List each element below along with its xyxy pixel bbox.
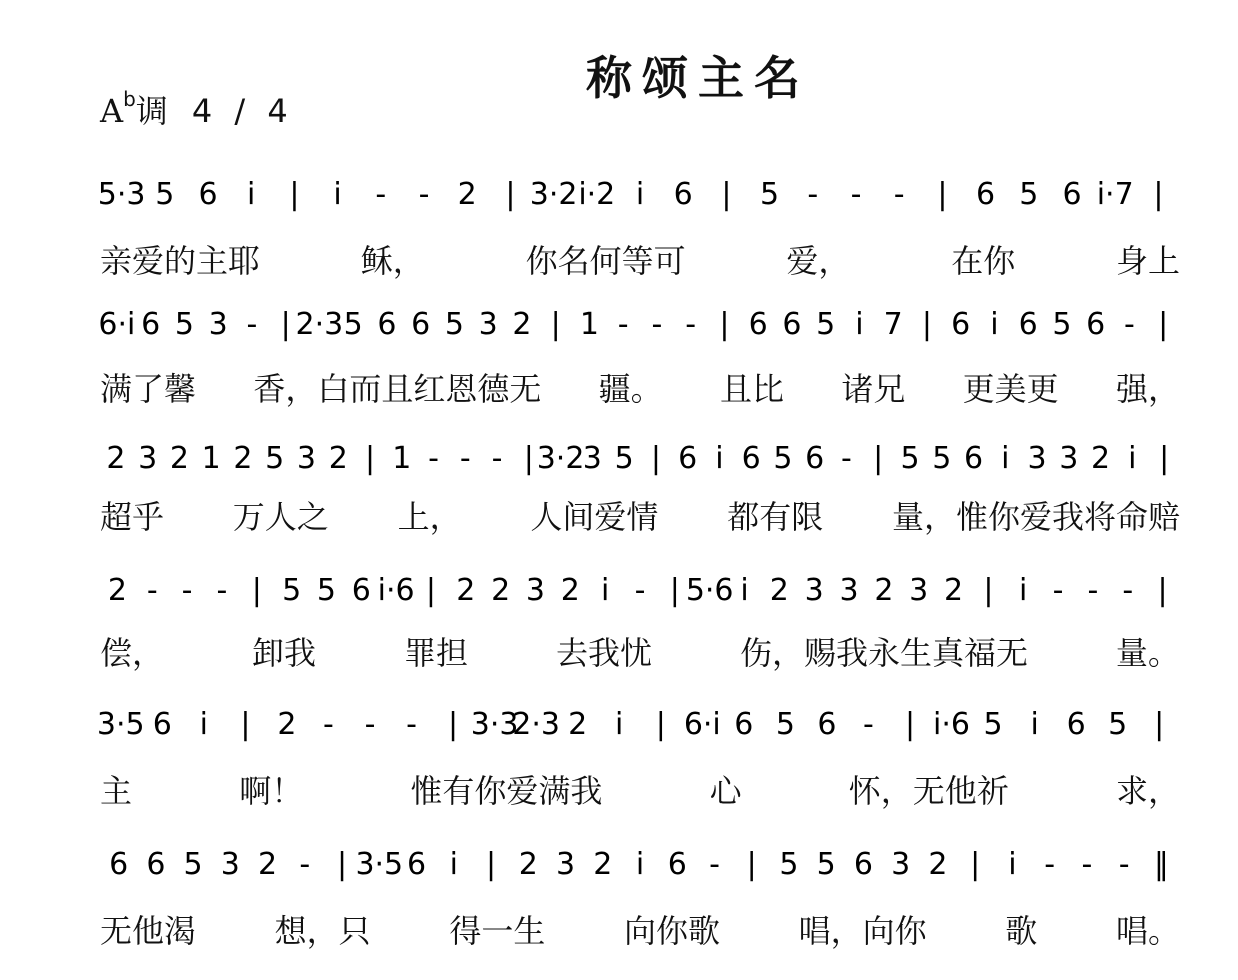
lyric-phrase: 主	[100, 772, 133, 810]
note-token: 6	[748, 307, 768, 342]
dash-mark: -	[246, 307, 258, 342]
note-token: 3	[555, 847, 576, 882]
lyric-phrase: 你名何等可	[525, 242, 686, 280]
dash-mark: -	[375, 177, 387, 212]
note-token: 2	[328, 441, 348, 476]
note-token: i·6	[377, 573, 415, 608]
note-token: 5	[174, 307, 194, 342]
lyric-phrase: 啊！	[239, 772, 304, 810]
dash-mark: -	[323, 707, 334, 742]
note-token: 2	[512, 307, 532, 342]
note-token: 6	[198, 177, 218, 212]
note-token: 5·3	[97, 177, 146, 212]
note-token: 5	[155, 177, 175, 212]
barline: |	[289, 177, 300, 212]
lyric-phrase: 更美更	[962, 370, 1059, 408]
note-token: 3	[208, 307, 228, 342]
lyric-phrase: 无他渴	[100, 912, 197, 950]
note-token: 2	[593, 847, 613, 882]
lyrics-line	[100, 492, 1180, 538]
notation-svg	[100, 290, 1180, 350]
note-token: i	[199, 707, 209, 742]
notation-svg	[100, 830, 1180, 890]
lyric-phrase: 强，	[1115, 370, 1180, 408]
note-token: 5	[779, 847, 799, 882]
note-token: 6	[152, 707, 172, 742]
lyric-phrase: 满了馨	[100, 370, 197, 408]
key-suffix: 调	[135, 92, 168, 130]
note-token: 5	[282, 573, 302, 608]
note-token: 3·5	[96, 707, 145, 742]
barline: |	[505, 177, 516, 212]
note-token: 2	[491, 573, 511, 608]
lyric-phrase: 上，	[397, 498, 462, 536]
note-token: 2	[107, 573, 127, 608]
lyric-phrase: 得一生	[449, 912, 546, 950]
barline: |	[873, 441, 884, 476]
barline: |	[650, 441, 661, 476]
note-token: 5	[316, 573, 336, 608]
note-token: 5	[265, 441, 285, 476]
note-token: 6	[817, 707, 837, 742]
note-token: 3	[839, 573, 859, 608]
lyric-phrase: 在你	[951, 242, 1016, 280]
lyric-phrase: 唱，向你	[798, 912, 927, 950]
lyric-phrase: 去我忧	[555, 634, 652, 672]
note-token: 3·2	[536, 441, 585, 476]
lyric-phrase: 疆。	[598, 370, 663, 408]
barline: |	[721, 177, 732, 212]
lyric-phrase: 怀，无他祈	[848, 772, 1009, 810]
note-token: 5	[775, 707, 795, 742]
key-signature	[100, 86, 294, 132]
note-token: 3	[525, 573, 546, 608]
note-token: i	[247, 177, 256, 212]
lyric-phrase: 求，	[1115, 772, 1180, 810]
note-token: 3	[220, 847, 240, 882]
note-token: 5	[1019, 177, 1039, 212]
note-token: i	[715, 441, 724, 476]
notation-line	[100, 424, 1180, 484]
dash-mark: -	[299, 847, 311, 882]
note-token: 6	[951, 307, 971, 342]
dash-mark: -	[807, 177, 819, 212]
note-token: i·6	[933, 707, 971, 742]
lyric-phrase: 偿，	[100, 634, 165, 672]
barline: |	[719, 307, 730, 342]
note-token: 6	[141, 307, 161, 342]
note-token: 1	[392, 441, 412, 476]
note-token: i	[1001, 441, 1010, 476]
note-token: 5	[900, 441, 920, 476]
note-token: 2·3	[512, 707, 561, 742]
dash-mark: -	[364, 707, 376, 742]
dash-mark: -	[406, 707, 417, 742]
dash-mark: -	[1123, 307, 1135, 342]
barline: |	[425, 573, 437, 608]
lyric-phrase: 伤，赐我永生真福无	[739, 634, 1028, 672]
dash-mark: -	[685, 307, 697, 342]
notation-line	[96, 690, 1180, 750]
note-token: i	[449, 847, 458, 882]
note-token: 3	[138, 441, 158, 476]
dash-mark: -	[1118, 847, 1130, 882]
song-title: 称颂主名	[586, 51, 810, 105]
note-token: 6	[1066, 707, 1086, 742]
key-flat: b	[123, 87, 136, 112]
barline: |	[983, 573, 994, 608]
note-token: 1	[579, 307, 599, 342]
note-token: 6	[377, 307, 397, 342]
lyric-phrase: 万人之	[232, 498, 329, 536]
dash-mark: -	[1081, 847, 1093, 882]
lyrics-line	[100, 766, 1180, 812]
dash-mark: -	[634, 573, 646, 608]
note-token: 6	[411, 307, 431, 342]
note-token: 5	[983, 707, 1003, 742]
dash-mark: -	[1122, 573, 1134, 608]
note-token: 3	[804, 573, 824, 608]
note-token: 2	[169, 441, 189, 476]
lyrics-line	[100, 236, 1180, 282]
note-token: i	[635, 177, 645, 212]
notation-svg	[97, 160, 1180, 220]
note-token: 2	[518, 847, 538, 882]
dash-mark: -	[181, 573, 193, 608]
lyric-phrase: 身上	[1115, 242, 1180, 280]
note-token: 5	[343, 307, 363, 342]
lyric-phrase: 卸我	[251, 634, 316, 672]
dash-mark: -	[863, 707, 874, 742]
notation-svg	[96, 690, 1180, 750]
notation-line	[97, 160, 1180, 220]
lyric-phrase: 想，只	[274, 912, 371, 950]
note-token: i	[1019, 573, 1028, 608]
note-token: 2	[944, 573, 964, 608]
lyric-phrase: 稣，	[360, 242, 425, 280]
note-token: 6	[351, 573, 371, 608]
notation-line	[100, 830, 1180, 890]
note-token: 5	[932, 441, 952, 476]
barline: |	[937, 177, 948, 212]
lyric-phrase: 香，白而且红恩德无	[253, 370, 542, 408]
barline: |	[1153, 177, 1164, 212]
barline: |	[669, 573, 680, 608]
note-token: 6	[976, 177, 996, 212]
note-token: i	[635, 847, 645, 882]
note-token: 2·3	[295, 307, 344, 342]
note-token: 5	[1108, 707, 1128, 742]
note-token: 3	[582, 441, 602, 476]
barline: |	[1158, 307, 1169, 342]
note-token: 6	[734, 707, 754, 742]
note-token: i	[855, 307, 864, 342]
note-token: 6·i	[98, 307, 136, 342]
dash-mark: -	[491, 441, 503, 476]
note-token: i	[600, 573, 610, 608]
lyric-phrase: 且比	[719, 370, 784, 408]
barline: |	[1154, 707, 1165, 742]
dash-mark: -	[893, 177, 905, 212]
dash-mark: -	[617, 307, 629, 342]
dash-mark: -	[1044, 847, 1056, 882]
note-token: i	[615, 707, 624, 742]
note-token: i	[1030, 707, 1039, 742]
barline: |	[485, 847, 497, 882]
note-token: i	[740, 573, 749, 608]
note-token: 6	[146, 847, 166, 882]
key-letter: A	[100, 92, 124, 130]
notation-svg	[100, 556, 1180, 616]
note-token: 6	[407, 847, 427, 882]
note-token: 2	[769, 573, 789, 608]
note-token: 6	[667, 847, 687, 882]
note-token: 2	[560, 573, 580, 608]
barline: |	[337, 847, 348, 882]
lyrics-line	[100, 364, 1180, 410]
note-token: 5	[444, 307, 464, 342]
dash-mark: -	[709, 847, 720, 882]
note-token: 6	[673, 177, 693, 212]
note-token: 2	[874, 573, 894, 608]
barline: |	[448, 707, 459, 742]
note-token: 5	[773, 441, 793, 476]
note-token: i	[1008, 847, 1017, 882]
note-token: 2	[568, 707, 588, 742]
lyrics-line	[100, 628, 1180, 674]
note-token: 6·i	[683, 707, 721, 742]
note-token: i	[1128, 441, 1137, 476]
barline: |	[240, 707, 251, 742]
lyric-phrase: 爱，	[786, 242, 851, 280]
dash-mark: -	[651, 307, 663, 342]
note-token: 5	[183, 847, 203, 882]
note-token: i·2	[578, 177, 616, 212]
note-token: 5	[614, 441, 634, 476]
dash-mark: -	[1052, 573, 1064, 608]
barline: |	[251, 573, 262, 608]
note-token: 3·3	[470, 707, 519, 742]
lyric-phrase: 向你歌	[623, 912, 720, 950]
note-token: 1	[201, 441, 221, 476]
barline: |	[904, 707, 916, 742]
note-token: 2	[258, 847, 278, 882]
note-token: 6	[741, 441, 761, 476]
lyrics-line	[100, 906, 1180, 952]
note-token: 2	[457, 177, 477, 212]
note-token: 6	[805, 441, 825, 476]
note-token: 2	[233, 441, 253, 476]
note-token: 2	[456, 573, 476, 608]
note-token: i·7	[1096, 177, 1134, 212]
note-token: i	[333, 177, 342, 212]
note-token: 2	[1091, 441, 1111, 476]
dash-mark: -	[428, 441, 439, 476]
note-token: 2	[106, 441, 126, 476]
note-token: 3	[1059, 441, 1079, 476]
notation-svg	[100, 424, 1180, 484]
notation-line	[100, 290, 1180, 350]
note-token: 6	[1086, 307, 1106, 342]
lyric-phrase: 歌	[1005, 912, 1038, 950]
barline: |	[1159, 441, 1170, 476]
lyric-phrase: 罪担	[403, 634, 468, 672]
lyric-phrase: 心	[709, 772, 742, 810]
barline: |	[280, 307, 291, 342]
barline: |	[970, 847, 981, 882]
note-token: 5·6	[685, 573, 734, 608]
note-token: 7	[883, 307, 903, 342]
note-token: i	[990, 307, 999, 342]
note-token: 3	[909, 573, 929, 608]
note-token: 3	[296, 441, 317, 476]
note-token: 5	[1052, 307, 1072, 342]
barline: |	[746, 847, 757, 882]
barline: |	[1157, 573, 1168, 608]
notation-line	[100, 556, 1180, 616]
barline: |	[523, 441, 534, 476]
note-token: 2	[928, 847, 948, 882]
note-token: 6	[678, 441, 698, 476]
note-token: 2	[277, 707, 297, 742]
dash-mark: -	[850, 177, 862, 212]
note-token: 6	[853, 847, 873, 882]
dash-mark: -	[841, 441, 852, 476]
lyric-phrase: 量。	[1115, 634, 1180, 672]
lyric-phrase: 人间爱情	[530, 498, 659, 536]
note-token: 6	[782, 307, 802, 342]
lyric-phrase: 都有限	[727, 498, 824, 536]
dash-mark: -	[146, 573, 158, 608]
note-token: 3·2	[529, 177, 578, 212]
barline: ‖	[1153, 847, 1169, 882]
dash-mark: -	[459, 441, 471, 476]
lyric-phrase: 超乎	[100, 498, 165, 536]
note-token: 6	[1018, 307, 1038, 342]
time-signature: 4 / 4	[191, 92, 294, 130]
lyric-phrase: 惟有你爱满我	[410, 772, 603, 810]
note-token: 3	[1027, 441, 1047, 476]
lyric-phrase: 量，惟你爱我将命赔	[891, 498, 1180, 536]
lyric-phrase: 唱。	[1115, 912, 1180, 950]
dash-mark: -	[418, 177, 430, 212]
note-token: 3	[478, 307, 498, 342]
lyric-phrase: 亲爱的主耶	[100, 242, 261, 280]
note-token: 6	[1062, 177, 1082, 212]
barline: |	[921, 307, 932, 342]
note-token: 3·5	[355, 847, 404, 882]
note-token: 6	[109, 847, 129, 882]
barline: |	[550, 307, 561, 342]
dash-mark: -	[216, 573, 228, 608]
note-token: 5	[816, 307, 836, 342]
lyric-phrase: 诸兄	[841, 370, 906, 408]
barline: |	[655, 707, 666, 742]
note-token: 3	[891, 847, 911, 882]
barline: |	[364, 441, 376, 476]
dash-mark: -	[1087, 573, 1099, 608]
note-token: 5	[816, 847, 836, 882]
note-token: 6	[963, 441, 984, 476]
note-token: 5	[760, 177, 780, 212]
